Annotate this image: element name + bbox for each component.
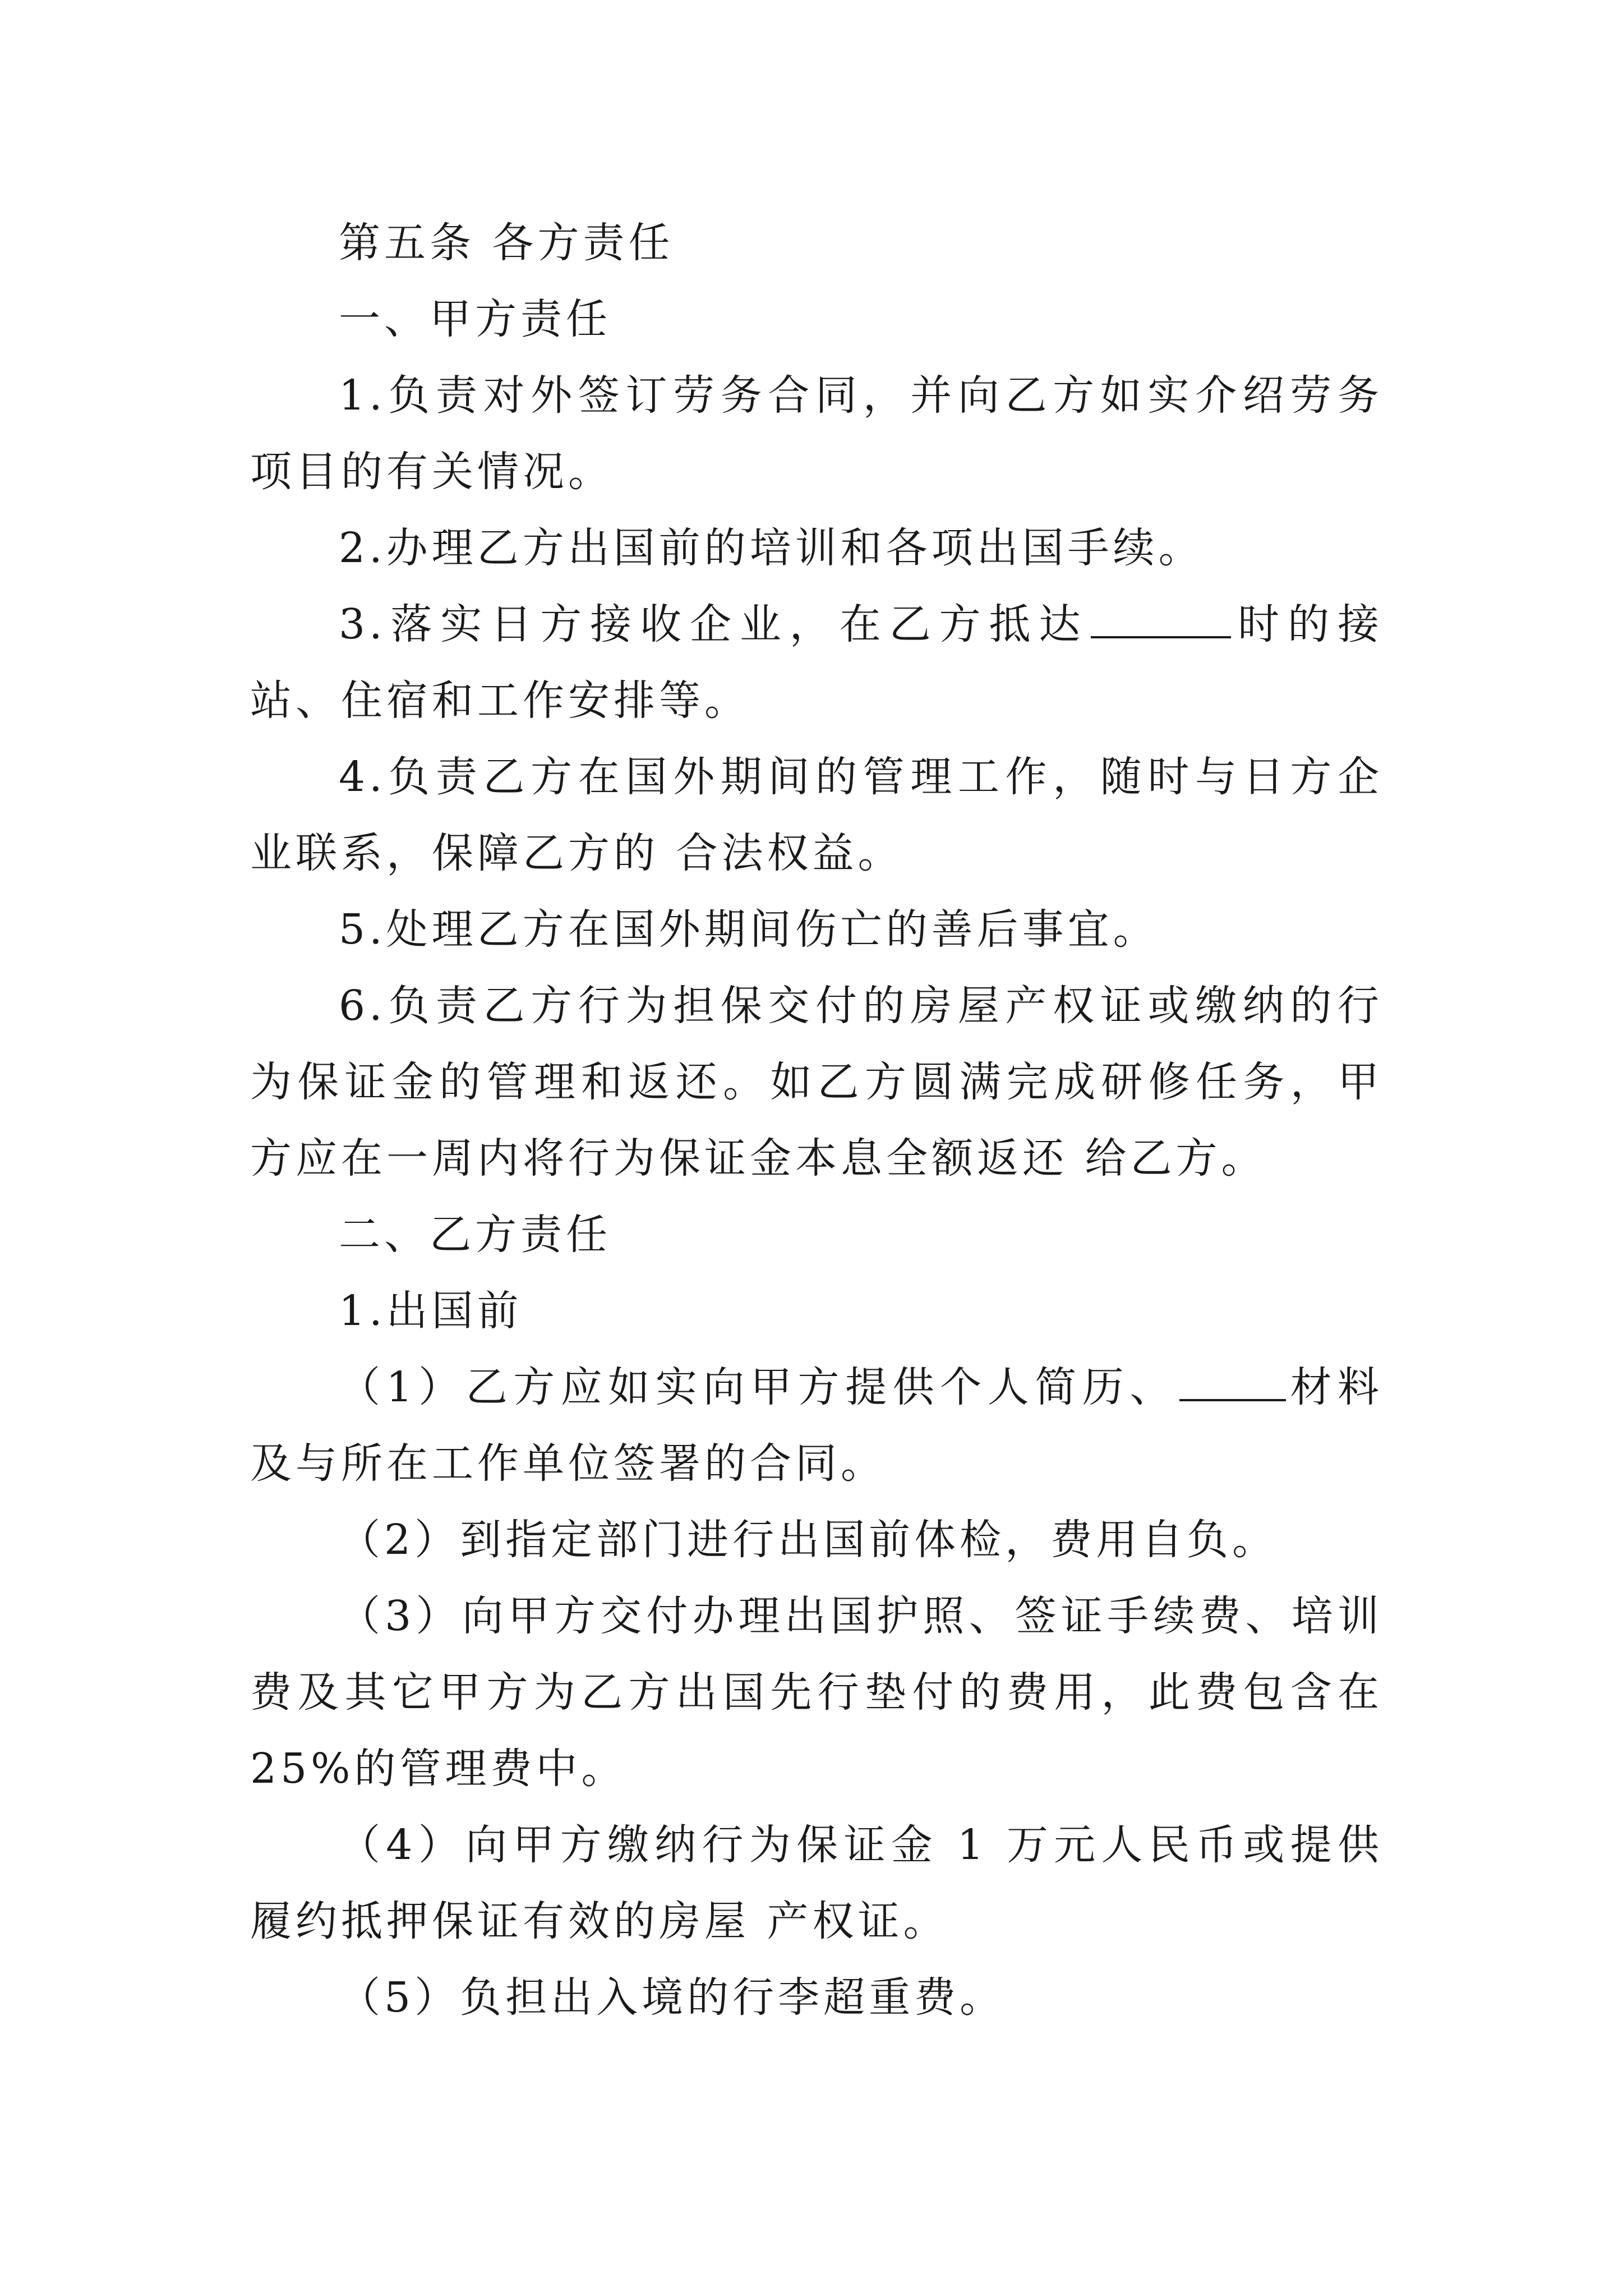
party-b-item-3: （3）向甲方交付办理出国护照、签证手续费、培训费及其它甲方为乙方出国先行垫付的费用，此费包含在 25%的管理费中。: [250, 1592, 1383, 1793]
party-b-item-1-text-start: （1）乙方应如实向甲方提供个人简历、: [339, 1363, 1177, 1411]
party-b-item-1-text-end: 材料及与所在工作单位签署的合同。: [250, 1363, 1383, 1488]
fill-in-blank-location: [1091, 595, 1231, 638]
article-title: 第五条 各方责任: [339, 219, 674, 267]
party-b-item-1: [250, 1349, 1383, 1502]
party-a-item-2: 2.办理乙方出国前的培训和各项出国手续。: [339, 524, 1204, 572]
party-a-item-3-text-start: 3.落实日方接收企业，在乙方抵达: [339, 600, 1089, 648]
section-heading-party-a: 一、甲方责任: [339, 295, 611, 343]
document-body: [250, 205, 1383, 2036]
party-a-item-6: 6.负责乙方行为担保交付的房屋产权证或缴纳的行为保证金的管理和返还。如乙方圆满完成研修任务，甲方应在一周内将行为保证金本息全额返还 给乙方。: [250, 982, 1383, 1182]
fill-in-blank-materials: [1179, 1358, 1286, 1401]
party-a-item-3: [250, 586, 1383, 739]
party-a-item-5: 5.处理乙方在国外期间伤亡的善后事宜。: [339, 905, 1159, 954]
party-b-item-2: （2）到指定部门进行出国前体检，费用自负。: [339, 1516, 1278, 1564]
party-b-item-5: （5）负担出入境的行李超重费。: [339, 1973, 1006, 2022]
party-a-item-3-text-end: 时的接站、住宿和工作安排等。: [250, 600, 1383, 725]
party-a-item-1: 1.负责对外签订劳务合同，并向乙方如实介绍劳务项目的有关情况。: [250, 371, 1383, 496]
party-b-subsection-before-departure: 1.出国前: [339, 1287, 523, 1335]
section-heading-party-b: 二、乙方责任: [339, 1211, 611, 1259]
party-b-item-4: （4）向甲方缴纳行为保证金 1 万元人民币或提供履约抵押保证有效的房屋 产权证。: [250, 1821, 1383, 1945]
party-a-item-4: 4.负责乙方在国外期间的管理工作，随时与日方企业联系，保障乙方的 合法权益。: [250, 753, 1383, 877]
